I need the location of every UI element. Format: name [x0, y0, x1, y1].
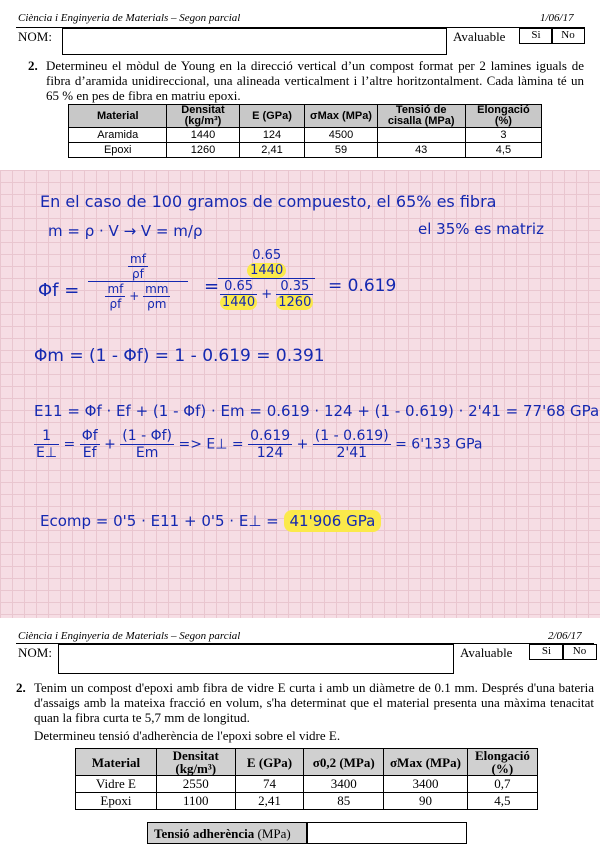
cell: 3	[465, 128, 541, 143]
tensio-unit: (MPa)	[257, 826, 291, 841]
col-e: E (GPa)	[239, 105, 305, 128]
cell: Aramida	[69, 128, 167, 143]
hw-vf-n2: 0.65	[220, 279, 257, 295]
hw-mm: mm	[145, 282, 169, 296]
cell: 3400	[304, 776, 384, 793]
hw-vf-lhs: Φf =	[38, 280, 80, 301]
cell: 85	[304, 793, 384, 810]
hw-line-intro: En el caso de 100 gramos de compuesto, el 65% es fibra	[40, 192, 497, 211]
tensio-adherencia-label-box	[147, 822, 307, 844]
table-row	[69, 128, 542, 143]
hw-ecomp-line	[40, 512, 381, 530]
hw-mass-volume: m = ρ · V → V = m/ρ	[48, 222, 203, 240]
exam1-course: Ciència i Enginyeria de Materials – Segon parcial	[18, 12, 241, 24]
exam1-no-box[interactable]: No	[551, 28, 585, 44]
cell: 4,5	[467, 793, 537, 810]
col-e: E (GPa)	[235, 749, 304, 776]
exam1-problem-text: Determineu el mòdul de Young en la direcció vertical d’un compost format per 2 lamines iguals de fibra d’aramida unidireccional, una alineada verticalment i l’altre horitzontalment. Cada làmina té un 65 % en pes de fibra en matriu epoxi.	[46, 58, 584, 103]
exam1-nom-label: NOM:	[18, 29, 52, 44]
col-sigma-max: σMax (MPa)	[305, 105, 377, 128]
hw-eperp-t4-d: 2'41	[336, 445, 368, 461]
col-material: Material	[76, 749, 157, 776]
table-row	[76, 776, 538, 793]
col-densitat: Densitat (kg/m³)	[167, 105, 239, 128]
hw-equals: =	[204, 276, 220, 297]
hw-eperp-t1-d: Ef	[82, 445, 97, 461]
exam1-problem-number: 2.	[28, 58, 38, 73]
exam2-problem-text2: Determineu tensió d'adherència de l'epoxi sobre el vidre E.	[34, 728, 341, 743]
exam2-properties-table	[75, 748, 538, 810]
col-tensio-cisalla: Tensió de cisalla (MPa)	[377, 105, 465, 128]
hw-vf-n3: 0.35	[276, 279, 313, 295]
hw-eperp-lhs-n: 1	[34, 428, 59, 445]
exam2-nom-field[interactable]	[58, 644, 454, 674]
hw-vf-result: = 0.619	[328, 276, 397, 296]
col-sigma-02: σ0,2 (MPa)	[304, 749, 384, 776]
exam1-date: 1/06/17	[540, 12, 574, 24]
cell: Epoxi	[76, 793, 157, 810]
exam2-problem-text: Tenim un compost d'epoxi amb fibra de vidre E curta i amb un diàmetre de 0.1 mm. Després d'una bateria d'assaigs amb la mateixa fracció en volum, s'ha determinat que el material presenta una màxima tenacitat quan la fibra curta te 5,7 mm de longitud.	[34, 680, 594, 725]
hw-eperp-t2-n: (1 - Φf)	[122, 428, 173, 444]
col-material: Material	[69, 105, 167, 128]
cell: 3400	[384, 776, 468, 793]
hw-ecomp-result: 41'906 GPa	[284, 510, 382, 532]
exam1-avaluable-label: Avaluable	[453, 29, 506, 44]
hw-mf: mf	[130, 252, 146, 266]
hw-vm-line: Φm = (1 - Φf) = 1 - 0.619 = 0.391	[34, 346, 325, 366]
exam2-avaluable-label: Avaluable	[460, 645, 513, 660]
cell: 4,5	[465, 143, 541, 158]
cell: 90	[384, 793, 468, 810]
hw-eperp-t3-n: 0.619	[250, 428, 291, 444]
exam1-si-box[interactable]: Si	[519, 28, 553, 44]
hw-eperp-result: = 6'133 GPa	[395, 436, 483, 453]
exam2-problem-number: 2.	[16, 680, 26, 695]
table-row	[76, 793, 538, 810]
hw-eperp-t1-n: Φf	[81, 428, 98, 444]
cell: 59	[305, 143, 377, 158]
hw-e11-line: E11 = Φf · Ef + (1 - Φf) · Em = 0.619 · 124 + (1 - 0.619) · 2'41 = 77'68 GPa	[34, 402, 600, 420]
cell: 2,41	[235, 793, 304, 810]
hw-matrix-percent: el 35% es matriz	[418, 220, 544, 238]
hw-eperp-t3-d: 124	[256, 445, 284, 461]
exam2-course: Ciència i Enginyeria de Materials – Segon parcial	[18, 630, 241, 642]
col-elongacio: Elongació (%)	[465, 105, 541, 128]
col-densitat: Densitat (kg/m³)	[156, 749, 235, 776]
col-elongacio: Elongació (%)	[467, 749, 537, 776]
hw-eperp-t2-d: Em	[135, 445, 159, 461]
cell: 1440	[167, 128, 239, 143]
hw-eperp-lhs-d: E⊥	[36, 445, 58, 461]
hw-pm: ρm	[147, 297, 167, 311]
cell: 74	[235, 776, 304, 793]
hw-vf-d1: 1440	[247, 263, 286, 278]
exam1-properties-table	[68, 104, 542, 158]
hw-pf: ρf	[132, 267, 144, 281]
exam2-si-box[interactable]: Si	[529, 644, 564, 660]
cell	[377, 128, 465, 143]
cell: 1100	[156, 793, 235, 810]
hw-eperp-line: $\frac{1}{E\perp}$ = $\frac{\Phi f}{Ef}$ + $\frac{(1 - \Phi f)}{Em}$ => E⊥ = $\frac{0.619}{124}$ + $\frac{(1 - 0.619)}{2'41}$ = 6'133 GPa	[36, 428, 483, 461]
cell: 1260	[167, 143, 239, 158]
hw-vf-d2: 1440	[222, 295, 256, 310]
cell: 43	[377, 143, 465, 158]
cell: Epoxi	[69, 143, 167, 158]
handwritten-solution-area	[0, 170, 600, 618]
hw-pf-2: ρf	[109, 297, 122, 311]
cell: 4500	[305, 128, 377, 143]
hw-eperp-arrow: => E⊥ =	[178, 436, 244, 453]
col-sigma-max: σMax (MPa)	[384, 749, 468, 776]
exam2-date: 2/06/17	[548, 630, 582, 642]
exam1-nom-field[interactable]	[62, 28, 447, 55]
hw-eperp-t4-n: (1 - 0.619)	[314, 428, 389, 444]
table-row	[69, 143, 542, 158]
tensio-adherencia-answer-field[interactable]	[307, 822, 467, 844]
cell: Vidre E	[76, 776, 157, 793]
hw-vf-numeric-fraction: 0.65 1440 $\frac{0.65}{1440}$ + $\frac{0.35}{1260}$	[218, 248, 315, 310]
table-header-row	[76, 749, 538, 776]
cell: 2550	[156, 776, 235, 793]
cell: 0,7	[467, 776, 537, 793]
tensio-label: Tensió adherència	[154, 826, 255, 841]
hw-vf-general-fraction: $\frac{mf}{\rho f}$ $\frac{mf}{\rho f}$ + $\frac{mm}{\rho m}$	[88, 252, 188, 311]
hw-ecomp-expr: Ecomp = 0'5 · E11 + 0'5 · E⊥ =	[40, 512, 279, 530]
table-header-row	[69, 105, 542, 128]
exam2-no-box[interactable]: No	[562, 644, 597, 660]
hw-mf-2: mf	[107, 282, 124, 296]
exam2-nom-label: NOM:	[18, 645, 52, 660]
hw-vf-d3: 1260	[278, 295, 312, 310]
cell: 2,41	[239, 143, 305, 158]
hw-vf-n1: 0.65	[252, 248, 282, 263]
cell: 124	[239, 128, 305, 143]
